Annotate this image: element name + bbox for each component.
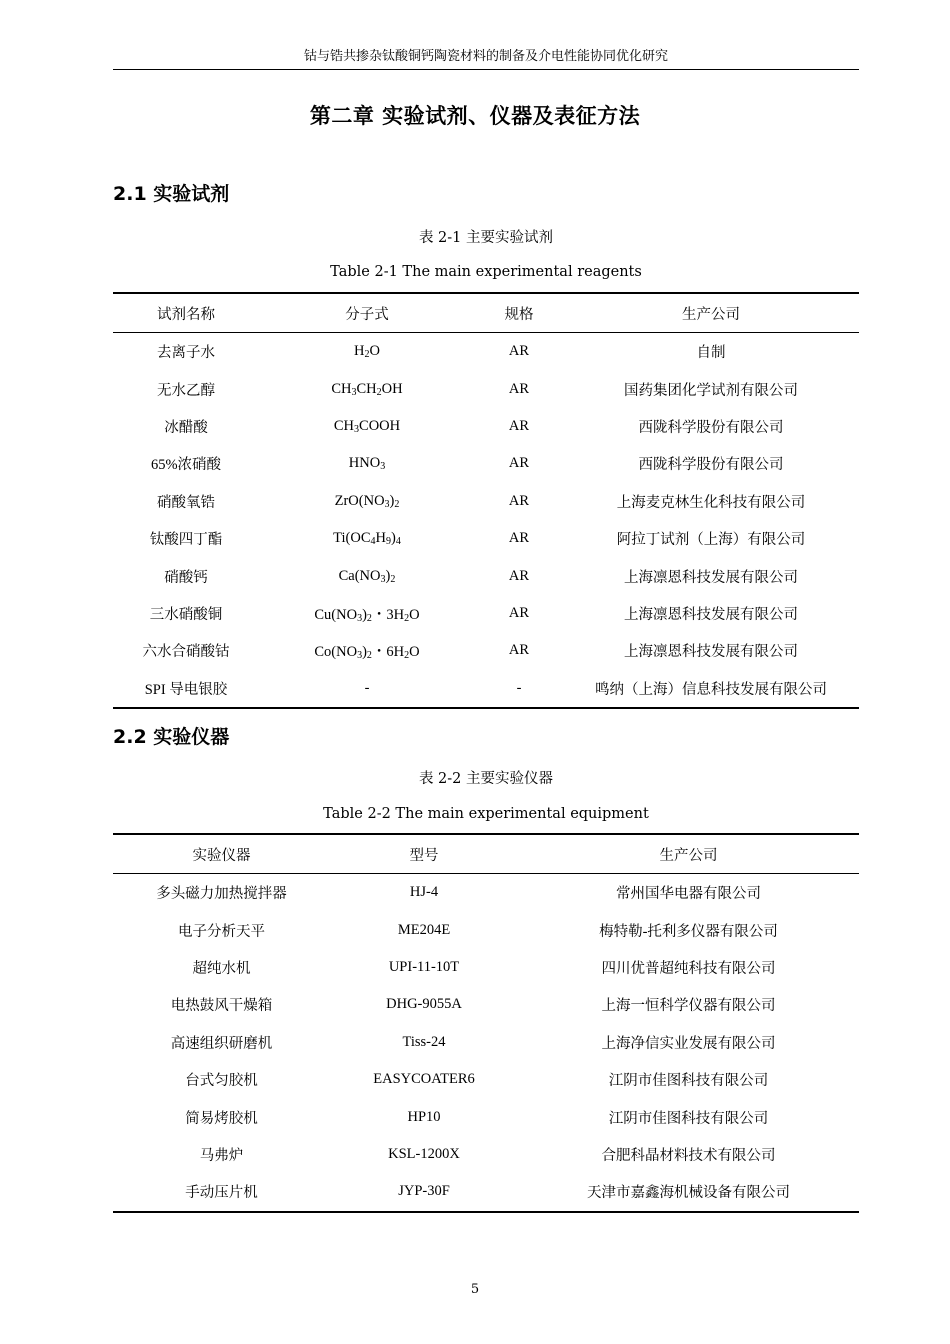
table-cell-formula: $Ca(NO_3)_2$ <box>338 567 396 585</box>
equipment-table <box>113 833 859 1213</box>
table-cell-model: UPI-11-10T <box>388 958 460 975</box>
table-cell-company: 上海凛恩科技发展有限公司 <box>624 569 798 586</box>
table-cell-grade: AR <box>508 417 530 434</box>
table-row <box>113 520 859 557</box>
table-row <box>113 557 859 594</box>
column-header: 实验仪器 <box>192 847 251 864</box>
table-cell-name: 无水乙醇 <box>157 382 215 399</box>
table-caption-en: Table 2-1 The main experimental reagents <box>330 264 642 280</box>
table-cell-name: 多头磁力加热搅拌器 <box>156 886 287 903</box>
column-header: 型号 <box>409 847 439 864</box>
table-cell-name: 高速组织研磨机 <box>170 1035 273 1052</box>
table-cell-name: 电热鼓风干燥箱 <box>170 998 273 1015</box>
table-cell-model: KSL-1200X <box>388 1145 460 1162</box>
table-cell-company: 合肥科晶材料技术有限公司 <box>601 1147 776 1164</box>
table-row <box>113 911 859 948</box>
table-cell-model: ME204E <box>397 921 451 938</box>
table-cell-company: 阿拉丁试剂（上海）有限公司 <box>616 532 806 549</box>
table-cell-company: 国药集团化学试剂有限公司 <box>624 382 798 399</box>
table-cell-model: DHG-9055A <box>386 996 462 1013</box>
table-cell-formula: $ZrO(NO_3)_2$ <box>334 492 400 510</box>
table-cell-company: 上海一恒科学仪器有限公司 <box>601 998 776 1015</box>
table-cell-name: 台式匀胶机 <box>185 1073 258 1090</box>
table-cell-company: 四川优普超纯科技有限公司 <box>601 960 776 977</box>
table-cell-name: 去离子水 <box>157 345 215 362</box>
section-title-equipment: 2.2 实验仪器 <box>113 726 230 748</box>
table-caption-en: Table 2-2 The main experimental equipment <box>323 806 649 822</box>
table-row <box>113 986 859 1023</box>
table-cell-company: 上海净信实业发展有限公司 <box>601 1035 776 1052</box>
table-cell-grade: - <box>516 679 522 696</box>
table-row <box>113 370 859 407</box>
table-cell-name: 三水硝酸铜 <box>149 606 223 623</box>
table-cell-name: 电子分析天平 <box>178 923 265 940</box>
table-cell-formula: - <box>364 679 370 696</box>
table-cell-name: 冰醋酸 <box>164 419 208 436</box>
table-cell-name: 马弗炉 <box>199 1147 244 1164</box>
table-cell-grade: AR <box>508 343 530 360</box>
table-cell-company: 自制 <box>696 345 726 362</box>
table-cell-company: 西陇科学股份有限公司 <box>638 419 784 436</box>
table-cell-formula: $CH_3COOH$ <box>333 417 401 435</box>
table-cell-model: HP10 <box>407 1108 441 1125</box>
table-cell-model: HJ-4 <box>409 884 439 901</box>
table-cell-company: 天津市嘉鑫海机械设备有限公司 <box>587 1185 790 1202</box>
table-cell-name: 手动压片机 <box>185 1185 258 1202</box>
table-cell-grade: AR <box>508 642 530 659</box>
table-cell-formula: $H_2O$ <box>354 343 380 361</box>
table-cell-model: JYP-30F <box>398 1183 450 1200</box>
table-caption-cn: 表 2-2 主要实验仪器 <box>418 771 554 787</box>
reagents-table <box>113 292 859 709</box>
table-cell-grade: AR <box>508 604 530 621</box>
section-title-reagents: 2.1 实验试剂 <box>113 183 230 205</box>
column-header: 生产公司 <box>682 306 740 323</box>
page-number: 5 <box>470 1282 480 1297</box>
chapter-title: 第二章 实验试剂、仪器及表征方法 <box>309 104 641 128</box>
table-cell-company: 上海麦克林生化科技有限公司 <box>616 494 806 511</box>
table-cell-company: 梅特勒-托利多仪器有限公司 <box>599 923 778 940</box>
table-cell-name: SPI 导电银胶 <box>144 681 228 698</box>
table-cell-company: 上海凛恩科技发展有限公司 <box>624 606 798 623</box>
table-row <box>113 1061 859 1098</box>
table-cell-grade: AR <box>508 530 530 547</box>
table-row <box>113 1136 859 1173</box>
table-row <box>113 949 859 986</box>
table-header-row <box>113 834 859 874</box>
table-cell-company: 江阴市佳图科技有限公司 <box>608 1110 769 1127</box>
table-row <box>113 1024 859 1061</box>
table-cell-company: 常州国华电器有限公司 <box>616 886 761 903</box>
table-cell-formula: $HNO_3$ <box>348 455 386 473</box>
table-cell-grade: AR <box>508 567 530 584</box>
table-cell-name: 超纯水机 <box>192 960 251 977</box>
table-cell-name: 钛酸四丁酯 <box>149 532 223 549</box>
table-header-row <box>113 293 859 333</box>
table-cell-name: 硝酸钙 <box>164 569 208 586</box>
table-cell-model: EASYCOATER6 <box>373 1071 475 1088</box>
table-cell-company: 江阴市佳图科技有限公司 <box>608 1073 769 1090</box>
table-row <box>113 1098 859 1135</box>
table-cell-model: Tiss-24 <box>402 1033 446 1050</box>
column-header: 生产公司 <box>659 847 718 864</box>
table-row <box>113 670 859 708</box>
column-header: 分子式 <box>345 306 389 323</box>
table-row <box>113 1173 859 1211</box>
table-row <box>113 333 859 371</box>
table-row <box>113 632 859 669</box>
table-cell-company: 鸣纳（上海）信息科技发展有限公司 <box>595 681 827 698</box>
table-cell-name: 硝酸氧锆 <box>157 494 215 511</box>
table-row <box>113 408 859 445</box>
table-row <box>113 483 859 520</box>
table-row <box>113 445 859 482</box>
table-cell-grade: AR <box>508 380 530 397</box>
table-cell-name: 简易烤胶机 <box>185 1110 258 1127</box>
table-row <box>113 595 859 632</box>
running-header: 钴与锆共掺杂钛酸铜钙陶瓷材料的制备及介电性能协同优化研究 <box>113 45 859 70</box>
table-row <box>113 874 859 912</box>
table-cell-formula: $Cu(NO_3)_2$・$3H_2O$ <box>314 606 420 624</box>
table-cell-name: 65%浓硝酸 <box>150 457 222 474</box>
table-cell-grade: AR <box>508 455 530 472</box>
table-cell-company: 西陇科学股份有限公司 <box>638 457 784 474</box>
column-header: 规格 <box>504 306 534 323</box>
table-cell-grade: AR <box>508 492 530 509</box>
table-cell-formula: $CH_3CH_2OH$ <box>331 380 403 398</box>
table-caption-cn: 表 2-1 主要实验试剂 <box>418 230 554 246</box>
column-header: 试剂名称 <box>157 306 215 323</box>
table-cell-formula: $Co(NO_3)_2$・$6H_2O$ <box>314 644 420 662</box>
table-cell-formula: $Ti(OC_4H_9)_4$ <box>333 530 401 548</box>
table-cell-name: 六水合硝酸钴 <box>142 644 230 661</box>
table-cell-company: 上海凛恩科技发展有限公司 <box>624 644 798 661</box>
